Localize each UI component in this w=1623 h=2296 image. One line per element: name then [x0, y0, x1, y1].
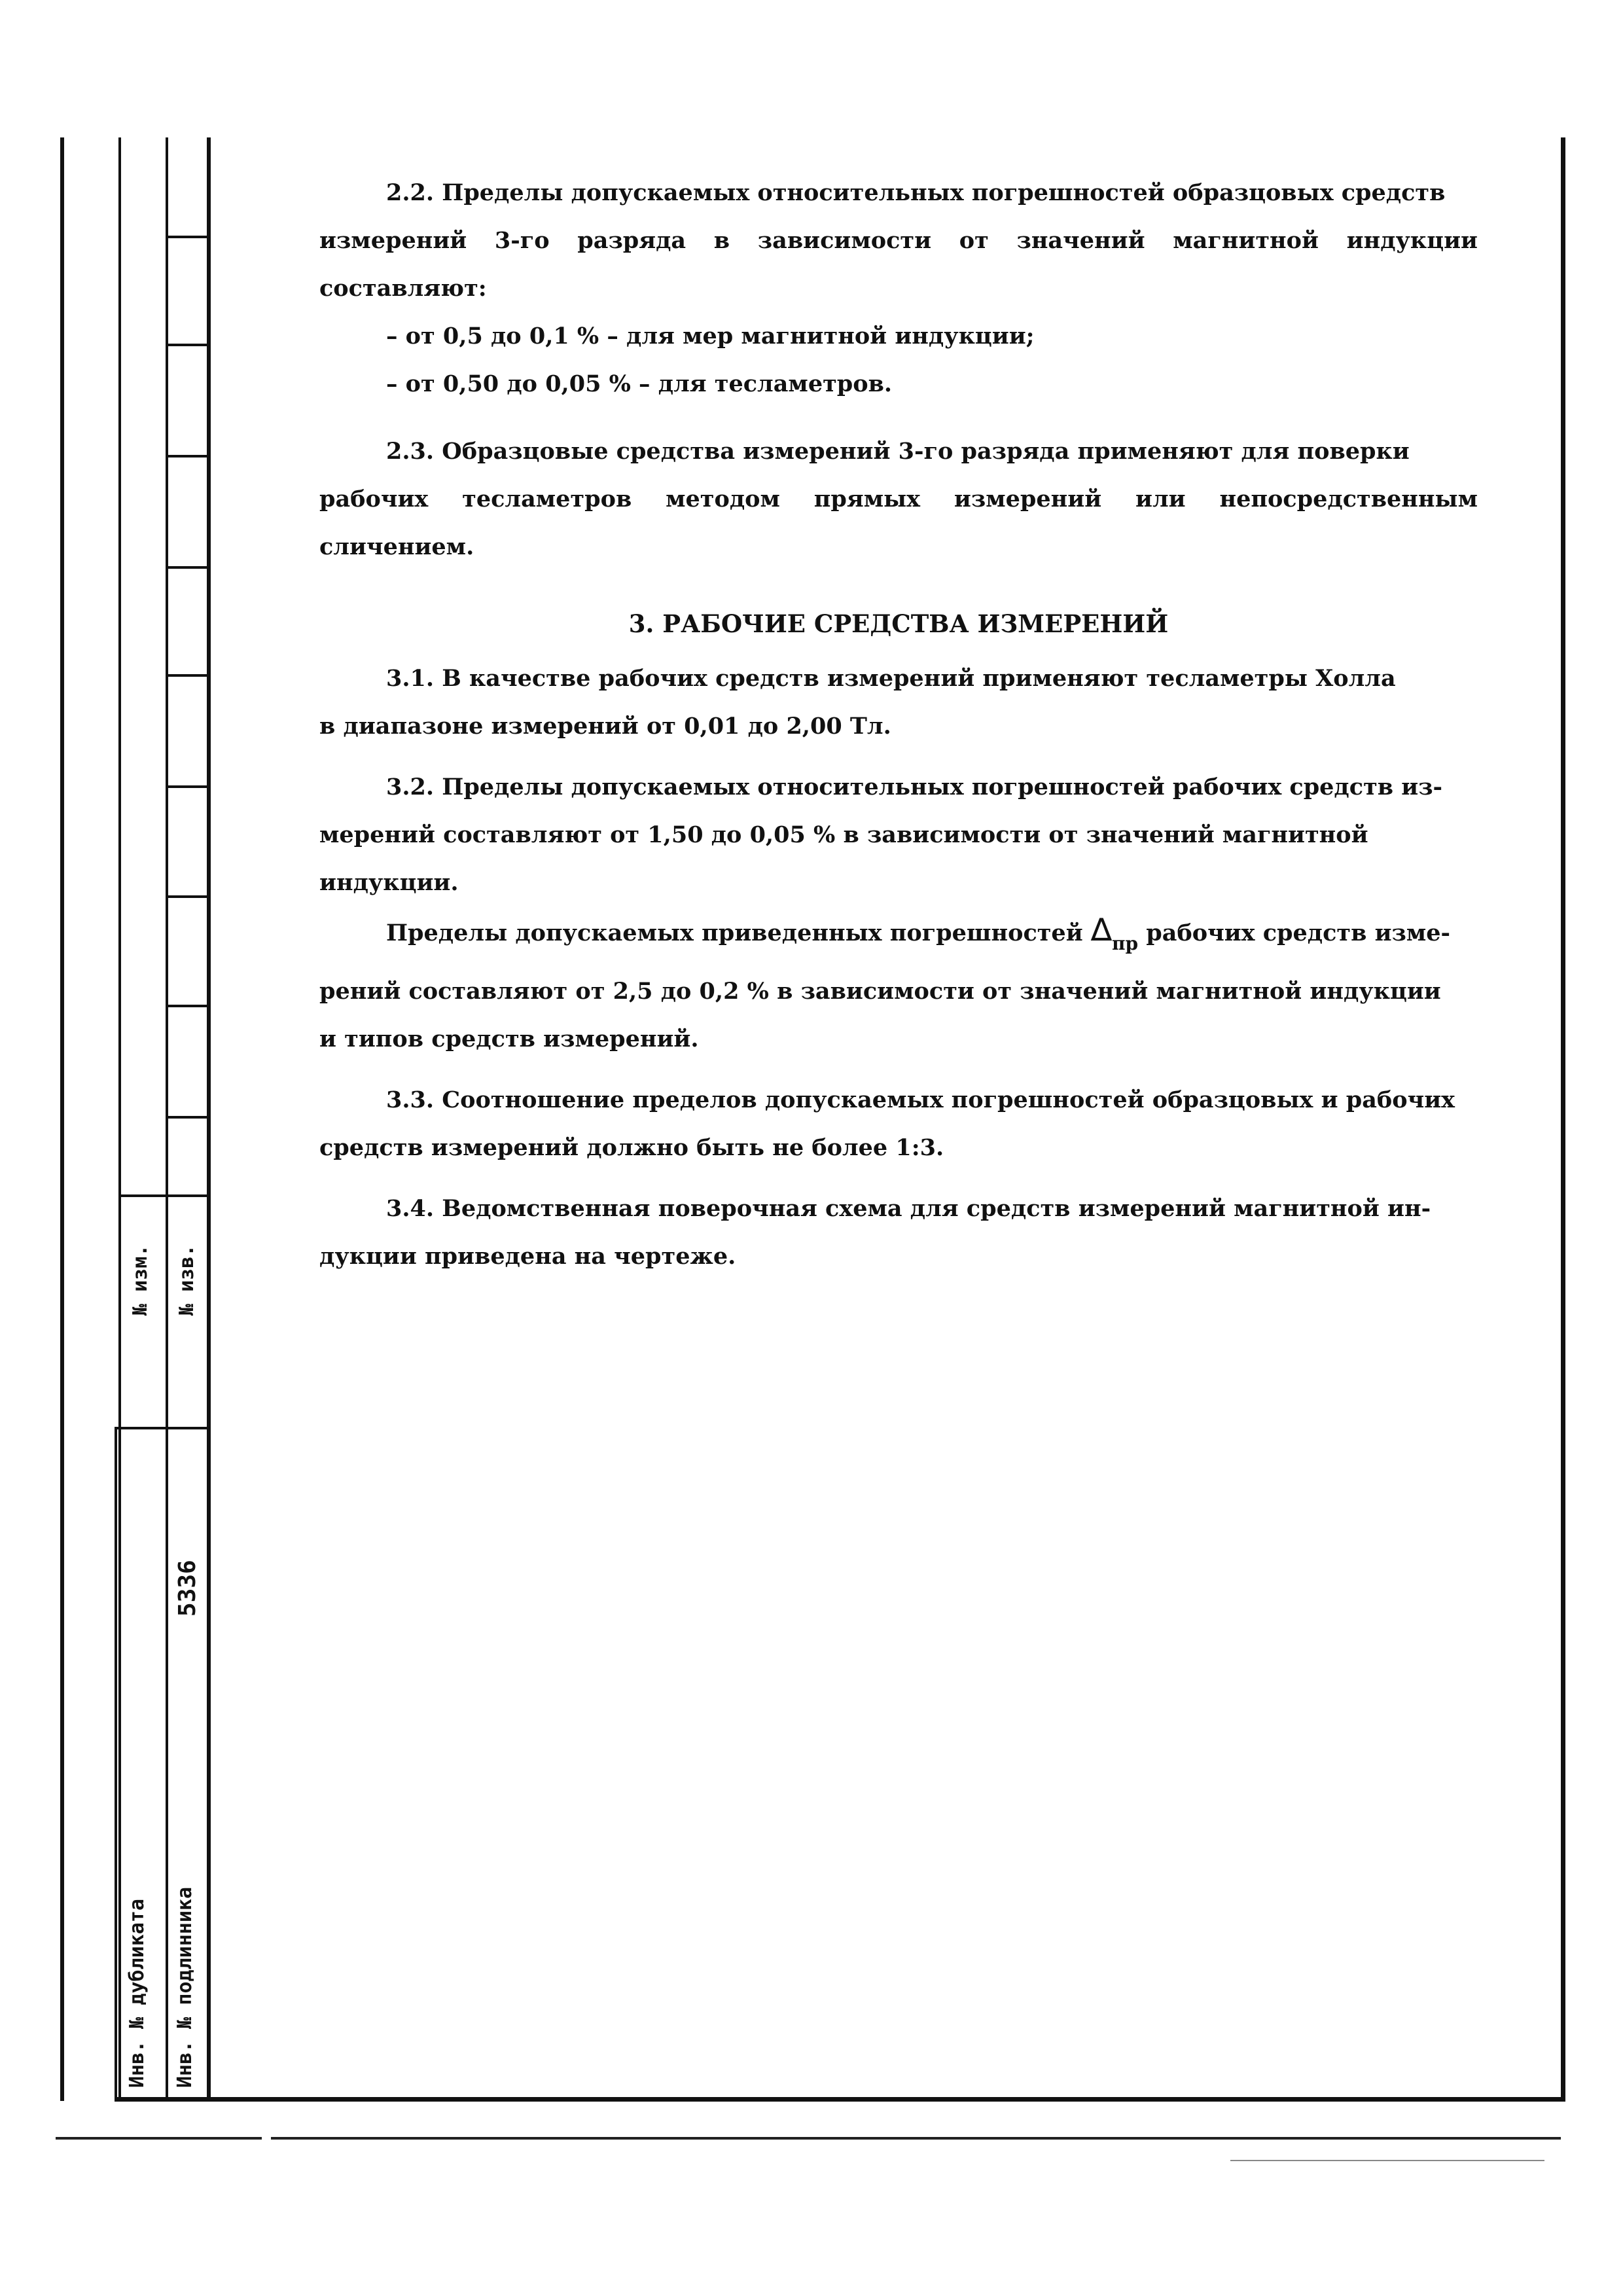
paragraph-3-3-cont: средств измерений должно быть не более 1:3.	[319, 1134, 944, 1161]
paragraph-3-2-reduced-end: и типов средств измерений.	[319, 1026, 699, 1052]
frame-outer-line	[60, 137, 64, 2101]
base-line-gap	[262, 2135, 271, 2142]
stamp-tick	[166, 1005, 211, 1007]
paragraph-3-2-reduced-cont: рений составляют от 2,5 до 0,2 % в зависимости от значений магнитной индукции	[319, 978, 1441, 1005]
stamp-tick	[166, 455, 211, 457]
stamp-label-inv-dup: Инв. № дубликата	[126, 1899, 149, 2088]
frame-bottom-line	[115, 2097, 1565, 2102]
list-item: – от 0,5 до 0,1 % – для мер магнитной индукции;	[386, 323, 1035, 350]
stamp-label-izv: № изв.	[175, 1244, 198, 1316]
paragraph-3-2-end: индукции.	[319, 869, 459, 896]
stamp-tick	[166, 895, 211, 898]
document-body	[319, 169, 1478, 1280]
paragraph-3-4-cont: дукции приведена на чертеже.	[319, 1243, 736, 1270]
stamp-tick	[166, 344, 211, 346]
paragraph-2-3: 2.3. Образцовые средства измерений 3-го разряда применяют для поверки	[386, 438, 1410, 465]
stamp-label-inv-orig: Инв. № подлинника	[173, 1886, 196, 2088]
section-heading: 3. РАБОЧИЕ СРЕДСТВА ИЗМЕРЕНИЙ	[628, 609, 1169, 638]
paragraph-3-2-reduced: Пределы допускаемых приведенных погрешностей $\Delta_{пр}$ рабочих средств изме-	[386, 912, 1451, 954]
page-base-line-faint	[1230, 2160, 1544, 2161]
paragraph-2-2: 2.2. Пределы допускаемых относительных погрешностей образцовых средств	[386, 179, 1446, 206]
paragraph-3-1: 3.1. В качестве рабочих средств измерений применяют тесламетры Холла	[386, 665, 1396, 692]
frame-right-line	[1561, 137, 1565, 2101]
delta-symbol: ∆	[1090, 912, 1112, 948]
paragraph-3-2-cont: мерений составляют от 1,50 до 0,05 % в зависимости от значений магнитной	[319, 821, 1368, 848]
stamp-tick	[166, 785, 211, 788]
paragraph-2-2-cont: измерений 3-го разряда в зависимости от значений магнитной индукции составляют:	[319, 227, 1478, 302]
paragraph-3-2: 3.2. Пределы допускаемых относительных погрешностей рабочих средств из-	[386, 774, 1443, 800]
delta-subscript: пр	[1111, 933, 1139, 954]
paragraph-3-3: 3.3. Соотношение пределов допускаемых погрешностей образцовых и рабочих	[386, 1086, 1455, 1113]
stamp-tick	[166, 236, 211, 238]
page-base-line	[56, 2137, 1561, 2140]
paragraph-2-3-cont: рабочих тесламетров методом прямых измерений или непосредственным сличением.	[319, 486, 1478, 560]
stamp-tick	[166, 1116, 211, 1119]
list-item: – от 0,50 до 0,05 % – для тесламетров.	[386, 370, 893, 397]
paragraph-3-1-cont: в диапазоне измерений от 0,01 до 2,00 Тл.	[319, 713, 891, 740]
stamp-tick	[166, 674, 211, 677]
paragraph-3-4: 3.4. Ведомственная поверочная схема для средств измерений магнитной ин-	[386, 1195, 1431, 1222]
stamp-number: 5336	[174, 1560, 201, 1617]
stamp-label-izm: № изм.	[129, 1244, 152, 1316]
stamp-tick	[166, 566, 211, 569]
stamp-box-divider	[166, 1427, 168, 2101]
